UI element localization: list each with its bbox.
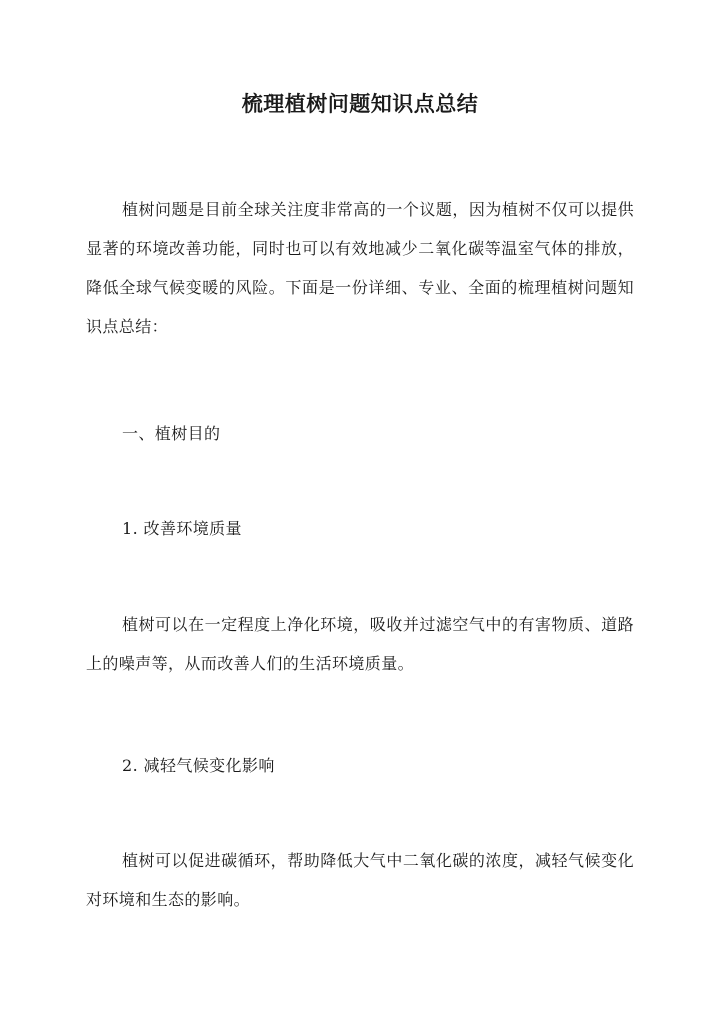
subsection-heading-2: 2. 减轻气候变化影响 <box>122 756 275 775</box>
section-heading: 一、植树目的 <box>122 424 221 443</box>
intro-paragraph: 植树问题是目前全球关注度非常高的一个议题，因为植树不仅可以提供显著的环境改善功能，同时也可以有效地减少二氧化碳等温室气体的排放，降低全球气候变暖的风险。下面是一份详细、专业、全面的梳理植树问题知识点总结： <box>86 200 634 336</box>
document-title: 梳理植树问题知识点总结 <box>241 91 479 116</box>
subsection-body-1: 植树可以在一定程度上净化环境，吸收并过滤空气中的有害物质、道路上的噪声等，从而改善人们的生活环境质量。 <box>86 615 634 673</box>
subsection-body-2: 植树可以促进碳循环，帮助降低大气中二氧化碳的浓度，减轻气候变化对环境和生态的影响。 <box>86 851 634 909</box>
subsection-heading-1: 1. 改善环境质量 <box>122 519 242 538</box>
